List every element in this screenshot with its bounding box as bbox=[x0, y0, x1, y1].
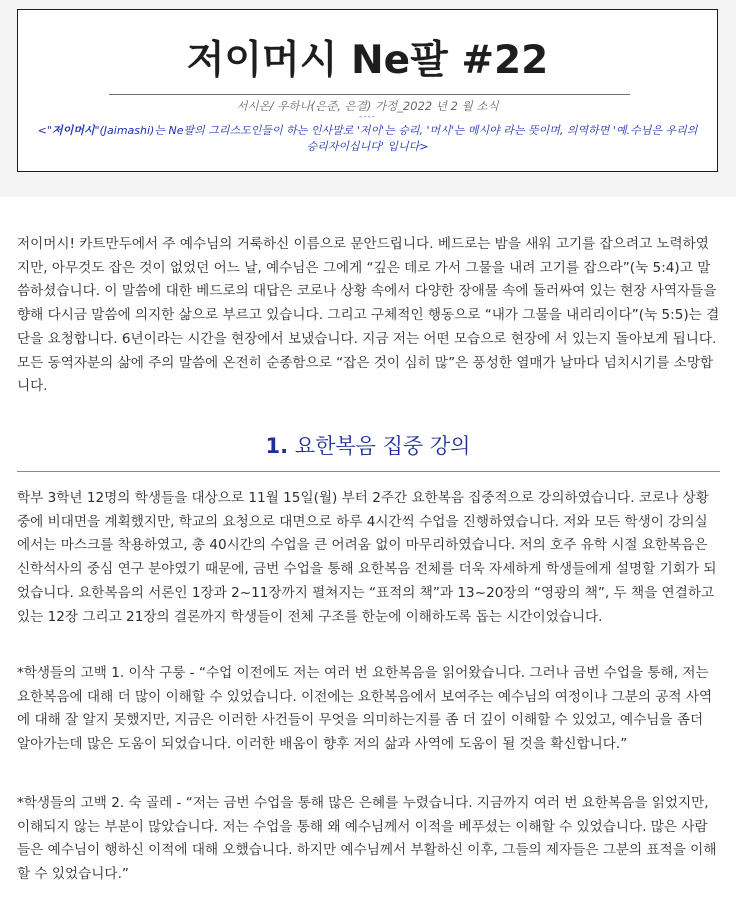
title-divider bbox=[109, 94, 630, 95]
greeting-explanation bbox=[32, 123, 703, 155]
note-prefix: <" bbox=[37, 124, 52, 137]
note-body: "(Jaimashi)는 Ne팔의 그리스도인들이 하는 인사말로 '저이'는 승리, '머시'는 메시야 라는 뜻이며, 의역하면 '예.수님은 우리의 승리자이십니다' 입니다> bbox=[94, 124, 698, 153]
section-title: 요한복음 집중 강의 bbox=[294, 434, 471, 458]
section-divider bbox=[17, 471, 720, 472]
section-number: 1. bbox=[265, 434, 289, 458]
lecture-paragraph: 학부 3학년 12명의 학생들을 대상으로 11월 15일(월) 부터 2주간 요한복음 집중적으로 강의하였습니다. 코로나 상황 중에 비대면을 계획했지만, 학교의 요청으로 대면으로 하루 4시간씩 수업을 진행하였습니다. 저와 모든 학생이 강의실에서는 마스크를 착용하였고, 총 40시간의 수업을 큰 어려움 없이 마무리하였습니다. 저의 호주 유학 시절 요한복음은 신학석사의 중심 연구 분야였기 때문에, 금번 수업을 통해 요한복음 전체를 더욱 자세하게 학생들에게 설명할 기회가 되었습니다. 요한복음의 서론인 1장과 2~11장까지 펼쳐지는 “표적의 책”과 13~20장의 “영광의 책”, 두 책을 연결하고 있는 12장 그리고 21장의 결론까지 학생들이 전체 구조를 한눈에 이해하도록 돕는 시간이었습니다. bbox=[17, 490, 717, 625]
intro-paragraph: 저이머시! 카트만두에서 주 예수님의 거룩하신 이름으로 문안드립니다. 베드로는 밤을 새워 고기를 잡으려고 노력하였지만, 아무것도 잡은 것이 없었던 어느 날, 예수님은 그에게 “깊은 데로 가서 그물을 내려 고기를 잡으라”(눅 5:4)고 말씀하셨습니다. 이 말씀에 대한 베드로의 대답은 코로나 상황 속에서 다양한 장애물 속에 둘러싸여 있는 현장 사역자들을 향해 다시금 말씀에 의지한 삶으로 부르고 있습니다. 그리고 구체적인 행동으로 “내가 그물을 내리리이다”(눅 5:5)는 결단을 요청합니다. 6년이라는 시간을 현장에서 보냈습니다. 지금 저는 어떤 모습으로 현장에 서 있는지 돌아보게 됩니다. 모든 동역자분의 삶에 주의 말씀에 온전히 순종함으로 “잡은 것이 심히 많”은 풍성한 열매가 날마다 넘치시기를 소망합니다. bbox=[17, 236, 720, 395]
section-heading bbox=[0, 431, 736, 461]
newsletter-header bbox=[17, 9, 718, 172]
newsletter-title: 저이머시 Ne팔 #22 bbox=[186, 38, 549, 83]
byline: 서시온/ 우하나(은준, 은결) 가정_2022 년 2 월 소식 bbox=[236, 99, 499, 113]
dash-separator: ---- bbox=[359, 112, 376, 122]
student-testimony-1: *학생들의 고백 1. 이삭 구룽 - “수업 이전에도 저는 여러 번 요한복음을 읽어왔습니다. 그러나 금번 수업을 통해, 저는 요한복음에 대해 더 많이 이해할 수 있었습니다. 이전에는 요한복음에서 보여주는 예수님의 여정이나 그분의 공적 사역에 대해 잘 알지 못했지만, 지금은 이러한 사건들이 무엇을 의미하는지를 좀 더 깊이 이해할 수 있었고, 예수님을 좀더 알아가는데 많은 도움이 되었습니다. 이러한 배움이 향후 저의 삶과 사역에 도움이 될 것을 확신합니다.” bbox=[17, 665, 713, 753]
note-term: 저이머시 bbox=[51, 124, 95, 137]
student-testimony-2: *학생들의 고백 2. 숙 골레 - “저는 금번 수업을 통해 많은 은혜를 누렸습니다. 지금까지 여러 번 요한복음을 읽었지만, 이해되지 않는 부분이 많았습니다. 저는 수업을 통해 왜 예수님께서 이적을 베푸셨는 이해할 수 있었습니다. 많은 사람들은 예수님이 행하신 이적에 대해 오했습니다. 하지만 예수님께서 부활하신 이후, 그들의 제자들은 그분의 표적을 이해할 수 있었습니다.” bbox=[17, 795, 717, 883]
